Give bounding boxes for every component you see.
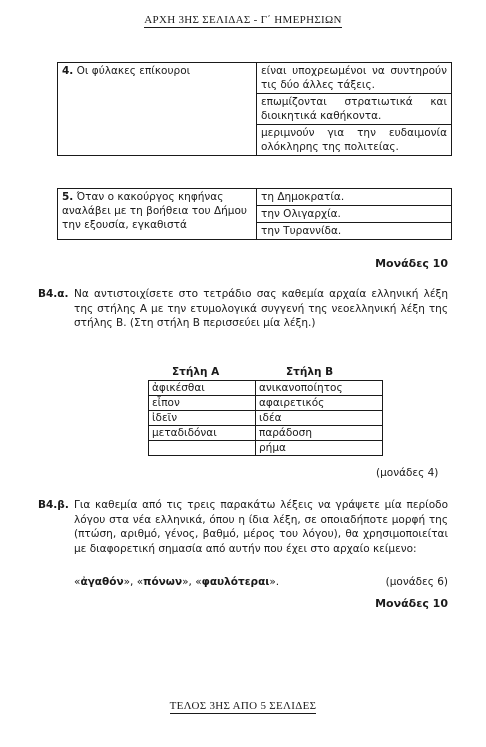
col-a-cell: μεταδιδόναι <box>149 426 256 441</box>
points-6: (μονάδες 6) <box>385 576 448 588</box>
column-a-header: Στήλη Α <box>172 366 220 378</box>
col-b-cell: ανικανοποίητος <box>256 381 383 396</box>
b4a-paragraph <box>38 287 448 331</box>
col-a-cell <box>149 441 256 456</box>
page-header: ΑΡΧΗ 3ΗΣ ΣΕΛΙΔΑΣ - Γ΄ ΗΜΕΡΗΣΙΩΝ <box>144 14 342 26</box>
col-a-cell: εἶπον <box>149 396 256 411</box>
col-a-cell: ἰδεῖν <box>149 411 256 426</box>
q5-left-cell: 5. Όταν ο κακούργος κηφήνας αναλάβει με τη βοήθεια του Δήμου την εξουσία, εγκαθιστά <box>58 189 257 240</box>
word-2: πόνων <box>143 576 183 588</box>
q4-option-2: επωμίζονται στρατιωτικά και διοικητικά καθήκοντα. <box>257 94 452 125</box>
b4b-words-line: «ἀγαθόν», «πόνων», «φαυλότεραι». <box>74 576 280 588</box>
b4b-paragraph <box>38 498 448 556</box>
matching-table <box>148 380 383 456</box>
col-b-cell: αφαιρετικός <box>256 396 383 411</box>
table-row <box>149 396 383 411</box>
word-1: ἀγαθόν <box>80 576 124 588</box>
b4a-label: Β4.α. <box>38 288 69 300</box>
question-4-table <box>57 62 452 156</box>
points-4: (μονάδες 4) <box>376 467 439 479</box>
q5-option-1: τη Δημοκρατία. <box>257 189 452 206</box>
monades-10-second: Μονάδες 10 <box>375 597 448 610</box>
col-b-cell: παράδοση <box>256 426 383 441</box>
table-row <box>149 441 383 456</box>
question-5-table <box>57 188 452 240</box>
page-footer: ΤΕΛΟΣ 3ΗΣ ΑΠΟ 5 ΣΕΛΙΔΕΣ <box>169 700 317 712</box>
table-row <box>149 411 383 426</box>
monades-10-first: Μονάδες 10 <box>375 257 448 270</box>
b4b-text: Για καθεμία από τις τρεις παρακάτω λέξεις να γράψετε μία περίοδο λόγου στα νέα ελληνικά, όπου η ίδια λέξη, σε οποιαδήποτε μορφή της (πτώση, αριθμό, γένος, βαθμό, μέρος του λόγου), θα χρησιμοποιείται με διαφορετική σημασία από αυτήν που έχει στο αρχαίο κείμενο: <box>74 499 448 555</box>
col-b-cell: ιδέα <box>256 411 383 426</box>
column-b-header: Στήλη Β <box>286 366 334 378</box>
table-row <box>149 381 383 396</box>
col-b-cell: ρήμα <box>256 441 383 456</box>
b4b-label: Β4.β. <box>38 499 69 511</box>
q4-option-1: είναι υποχρεωμένοι να συντηρούν τις δύο άλλες τάξεις. <box>257 63 452 94</box>
word-3: φαυλότεραι <box>201 576 270 588</box>
table-row <box>149 426 383 441</box>
q4-option-3: μεριμνούν για την ευδαιμονία ολόκληρης της πολιτείας. <box>257 125 452 156</box>
col-a-cell: ἀφικέσθαι <box>149 381 256 396</box>
q5-option-3: την Τυραννίδα. <box>257 223 452 240</box>
q5-option-2: την Ολιγαρχία. <box>257 206 452 223</box>
q4-left-cell: 4. Οι φύλακες επίκουροι <box>58 63 257 156</box>
b4a-text: Να αντιστοιχίσετε στο τετράδιο σας καθεμία αρχαία ελληνική λέξη της στήλης Α με την ετυμολογικά συγγενή της νεοελληνική λέξη της στήλης Β. (Στη στήλη Β περισσεύει μία λέξη.) <box>74 288 448 329</box>
